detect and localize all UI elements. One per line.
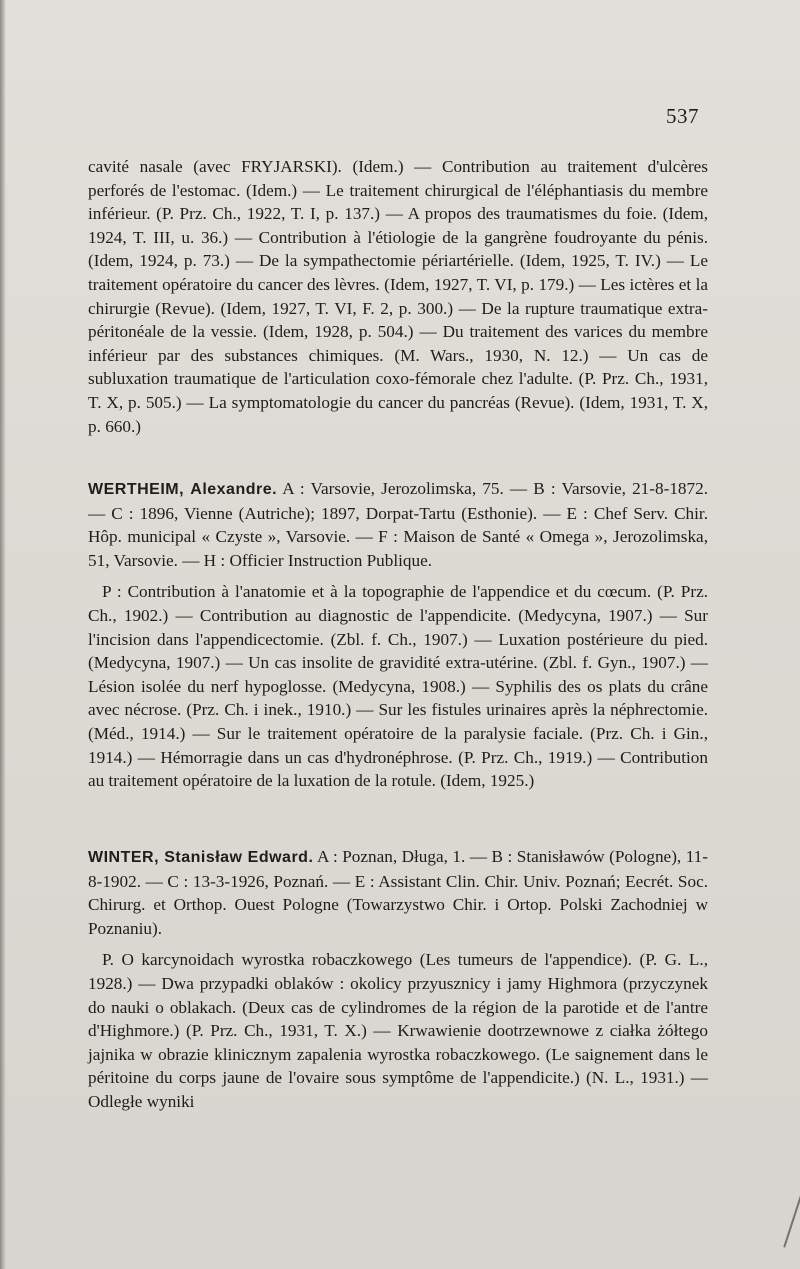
page-number: 537 (666, 104, 699, 128)
entry-publications: P. O karcynoidach wyrostka robaczkowego (Les tumeurs de l'appendice). (P. G. L., 1928.) — Dwa przypadki oblaków : okolicy przyusznicy i jamy Highmora (przyczynek do nauki o oblakach. (Deux cas de cylindromes de la région de la parotide et de l'antre d'Highmore.) (P. Prz. Ch., 1931, T. X.) — Krwawienie dootrzewnowe z ciałka żółtego jajnika w obrazie klinicznym zapalenia wyrostka robaczkowego. (Le saignement dans le péritoine du corps jaune de l'ovaire sous symptôme de l'appendicite.) (N. L., 1931.) — Odległe wyniki (88, 950, 708, 1111)
continued-publications-paragraph (88, 155, 708, 438)
entry-publications: P : Contribution à l'anatomie et à la topographie de l'appendice et du cœcum. (P. Prz. Ch., 1902.) — Contribution au diagnostic de l'appendicite. (Medycyna, 1907.) — Sur l'incision dans l'appendicectomie. (Zbl. f. Ch., 1907.) — Luxation postérieure du pied. (Medycyna, 1907.) — Un cas insolite de gravidité extra-utérine. (Zbl. f. Gyn., 1907.) — Lésion isolée du nerf hypoglosse. (Medycyna, 1908.) — Syphilis des os plats du crâne avec nécrose. (Prz. Ch. i inek., 1910.) — Sur les fistules urinaires après la néphrectomie. (Méd., 1914.) — Sur le traitement opératoire de la paralysie faciale. (Prz. Ch. i Gin., 1914.) — Hémorragie dans un cas d'hydronéphrose. (P. Prz. Ch., 1919.) — Contribution au traitement opératoire de la luxation de la rotule. (Idem, 1925.) (88, 582, 708, 791)
entry-wertheim (88, 477, 708, 793)
entry-details-paragraph (88, 845, 708, 940)
entry-details: A : Poznan, Długa, 1. — B : Stanisławów (Pologne), 11-8-1902. — C : 13-3-1926, Poznań. — E : Assistant Clin. Chir. Univ. Poznań; Eecrét. Soc. Chirurg. et Orthop. Ouest Pologne (Towarzystwo Chir. i Ortop. Polski Zachodniej w Poznaniu). (88, 847, 708, 938)
continued-publications-text: cavité nasale (avec FRYJARSKI). (Idem.) — Contribution au traitement d'ulcères perforés de l'estomac. (Idem.) — Le traitement chirurgical de l'éléphantiasis du membre inférieur. (P. Prz. Ch., 1922, T. I, p. 137.) — A propos des traumatismes du foie. (Idem, 1924, T. III, u. 36.) — Contribution à l'étiologie de la gangrène foudroyante du pénis. (Idem, 1924, p. 73.) — De la sympathectomie périartérielle. (Idem, 1925, T. IV.) — Le traitement opératoire du cancer des lèvres. (Idem, 1927, T. VI, p. 179.) — Les ictères et la chirurgie (Revue). (Idem, 1927, T. VI, F. 2, p. 300.) — De la rupture traumatique extra-péritonéale de la vessie. (Idem, 1928, p. 504.) — Du traitement des varices du membre inférieur par des substances chimiques. (M. Wars., 1930, N. 12.) — Un cas de subluxation traumatique de l'articulation coxo-fémorale chez l'adulte. (P. Prz. Ch., 1931, T. X, p. 505.) — La symptomatologie du cancer du pancréas (Revue). (Idem, 1931, T. X, p. 660.) (88, 157, 708, 436)
entry-heading: WERTHEIM, Alexandre. (88, 481, 278, 498)
entry-winter (88, 845, 708, 1114)
paragraph-gap (88, 940, 708, 948)
paper-fold-mark (783, 1180, 800, 1247)
entry-heading: WINTER, Stanisław Edward. (88, 849, 314, 866)
entry-details: A : Varsovie, Jerozolimska, 75. — B : Varsovie, 21-8-1872. — C : 1896, Vienne (Autriche); 1897, Dorpat-Tartu (Esthonie). — E : Chef Serv. Chir. Hôp. municipal « Czyste », Varsovie. — F : Maison de Santé « Omega », Jerozolimska, 51, Varsovie. — H : Officier Instruction Publique. (88, 479, 708, 570)
entry-details-paragraph (88, 477, 708, 572)
paragraph-gap (88, 572, 708, 580)
page-binding-edge (0, 0, 6, 1269)
